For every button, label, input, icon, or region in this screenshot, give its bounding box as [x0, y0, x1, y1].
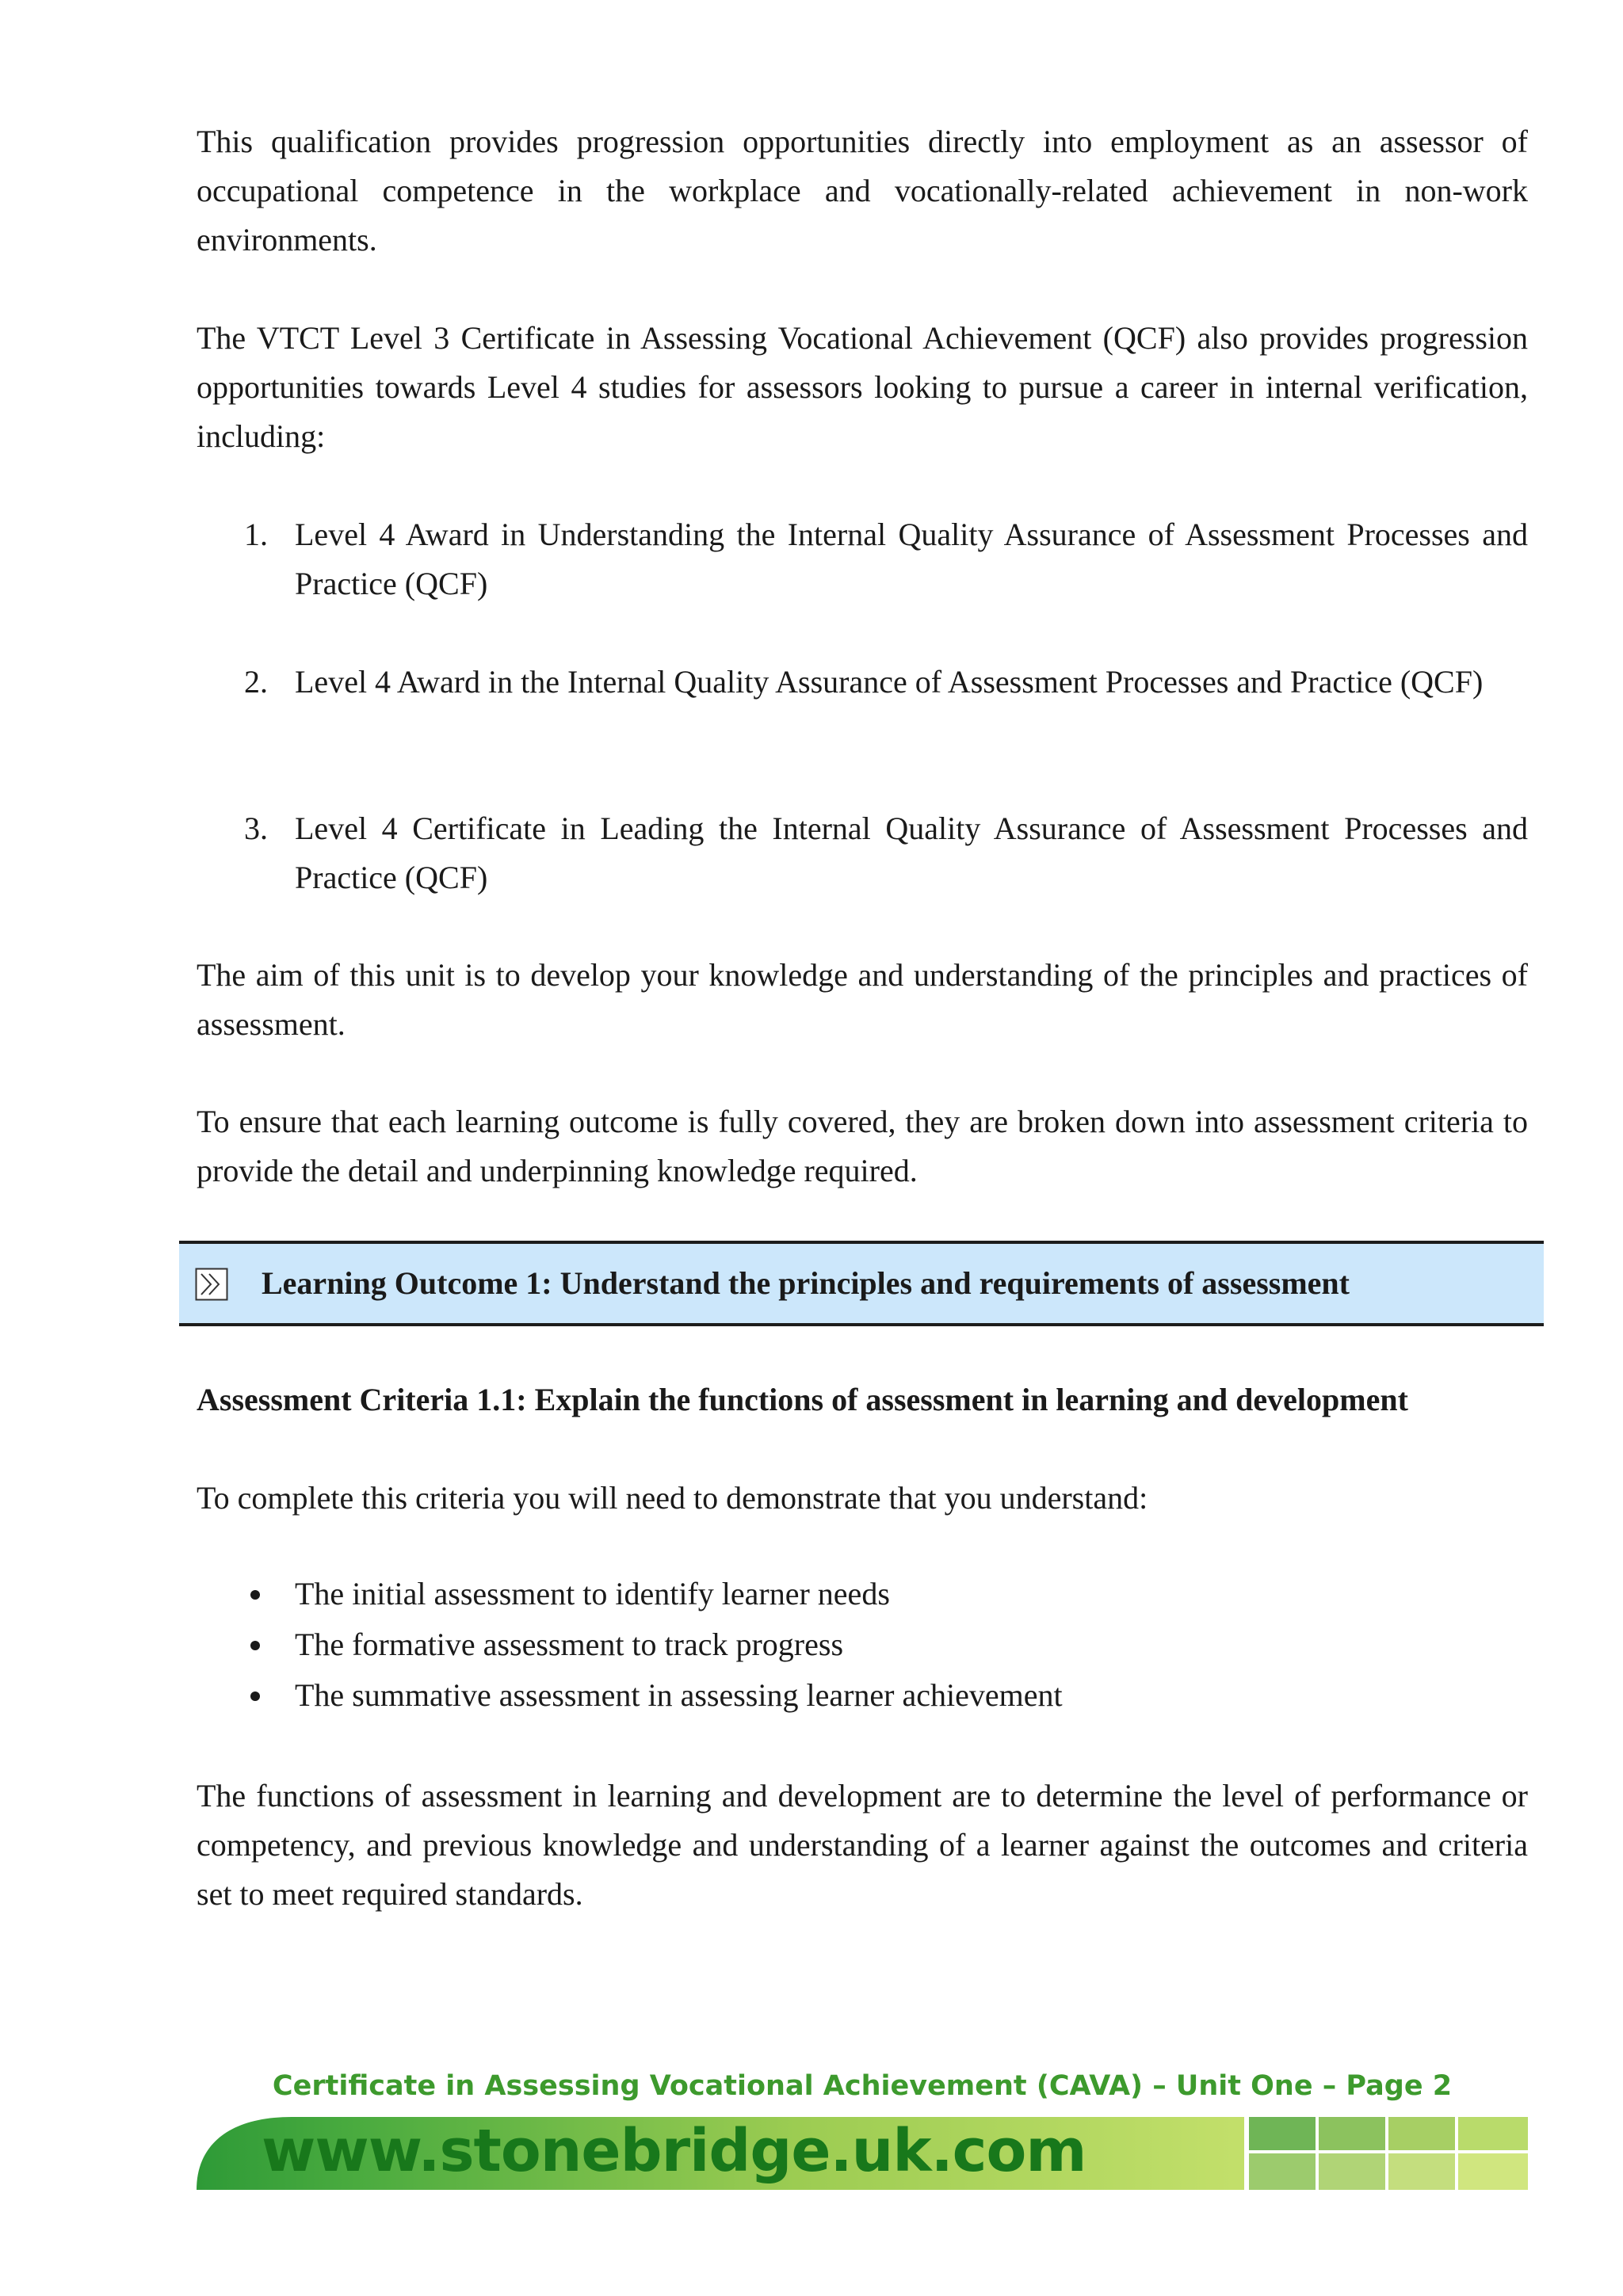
footer-website-url: www.stonebridge.uk.com — [262, 2117, 1086, 2185]
list-item — [244, 804, 1528, 902]
bullet-text: The initial assessment to identify learner needs — [295, 1576, 890, 1611]
list-number: 2. — [244, 664, 268, 700]
list-number: 3. — [244, 810, 268, 846]
functions-paragraph: The functions of assessment in learning and development are to determine the level of performance or competency, and previous knowledge and understanding of a learner against the outcomes and criteria set to meet required standards. — [197, 1778, 1528, 1912]
bullet-icon — [250, 1691, 260, 1701]
list-item — [244, 1670, 1528, 1721]
list-number: 1. — [244, 517, 268, 552]
list-item-text: Level 4 Certificate in Leading the Internal Quality Assurance of Assessment Processes and Practice (QCF) — [295, 810, 1528, 895]
list-item-text: Level 4 Award in the Internal Quality Assurance of Assessment Processes and Practice (QCF) — [295, 664, 1484, 700]
footer-course-line: Certificate in Assessing Vocational Achievement (CAVA) – Unit One – Page 2 — [272, 2070, 1453, 2102]
learning-outcome-banner — [179, 1241, 1544, 1326]
aim-paragraph: The aim of this unit is to develop your knowledge and understanding of the principles and practices of assessment. — [197, 957, 1528, 1042]
list-item-text: Level 4 Award in Understanding the Internal Quality Assurance of Assessment Processes and Practice (QCF) — [295, 517, 1528, 601]
list-item — [244, 1569, 1528, 1619]
double-chevron-icon — [195, 1268, 228, 1301]
criteria-heading: Assessment Criteria 1.1: Explain the functions of assessment in learning and development — [197, 1382, 1408, 1417]
list-item — [244, 1619, 1528, 1670]
bullet-text: The summative assessment in assessing learner achievement — [295, 1677, 1063, 1713]
list-item — [244, 510, 1528, 608]
bullet-icon — [250, 1641, 260, 1650]
bullet-icon — [250, 1590, 260, 1600]
list-item — [244, 658, 1528, 707]
ensure-paragraph: To ensure that each learning outcome is fully covered, they are broken down into assessment criteria to provide the detail and underpinning knowledge required. — [197, 1104, 1528, 1188]
progression-paragraph: The VTCT Level 3 Certificate in Assessing Vocational Achievement (QCF) also provides progression opportunities towards Level 4 studies for assessors looking to pursue a career in internal verification, including: — [197, 320, 1528, 454]
learning-outcome-title: Learning Outcome 1: Understand the principles and requirements of assessment — [262, 1265, 1350, 1301]
criteria-bullet-list — [244, 1569, 1528, 1721]
bullet-text: The formative assessment to track progress — [295, 1627, 844, 1662]
criteria-intro: To complete this criteria you will need to demonstrate that you understand: — [197, 1480, 1148, 1516]
intro-paragraph: This qualification provides progression opportunities directly into employment as an assessor of occupational competence in the workplace and vocationally-related achievement in non-work environments. — [197, 124, 1528, 257]
